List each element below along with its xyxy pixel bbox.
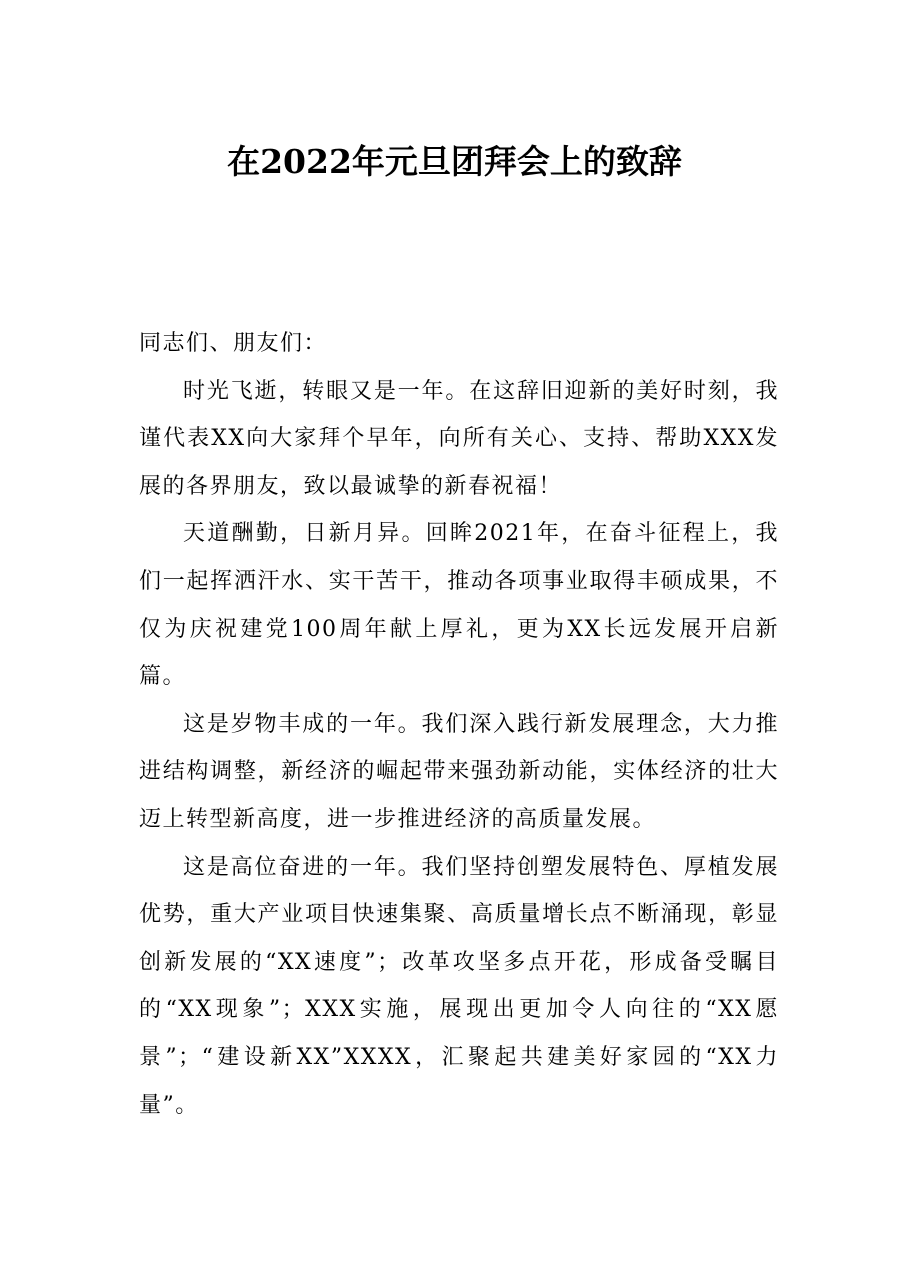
paragraph-1: 时光飞逝，转眼又是一年。在这辞旧迎新的美好时刻，我谨代表XX向大家拜个早年，向所有关心、支持、帮助XXX发展的各界朋友，致以最诚挚的新春祝福！ [139,378,779,499]
paragraph-4: 这是高位奋进的一年。我们坚持创塑发展特色、厚植发展优势，重大产业项目快速集聚、高质量增长点不断涌现，彰显创新发展的“XX速度”；改革攻坚多点开花，形成备受瞩目的“XX现象”；XXX实施，展现出更加令人向往的“XX愿景”；“建设新XX”XXXX，汇聚起共建美好家园的“XX力量”。 [139,854,779,1118]
paragraph-3: 这是岁物丰成的一年。我们深入践行新发展理念，大力推进结构调整，新经济的崛起带来强劲新动能，实体经济的壮大迈上转型新高度，进一步推进经济的高质量发展。 [139,711,779,832]
paragraph-2: 天道酬勤，日新月异。回眸2021年，在奋斗征程上，我们一起挥洒汗水、实干苦干，推动各项事业取得丰硕成果，不仅为庆祝建党100周年献上厚礼，更为XX长远发展开启新篇。 [139,521,779,690]
document-title: 在2022年元旦团拜会上的致辞 [227,142,682,181]
document-body [139,320,779,1129]
salutation: 同志们、朋友们： [139,331,328,356]
